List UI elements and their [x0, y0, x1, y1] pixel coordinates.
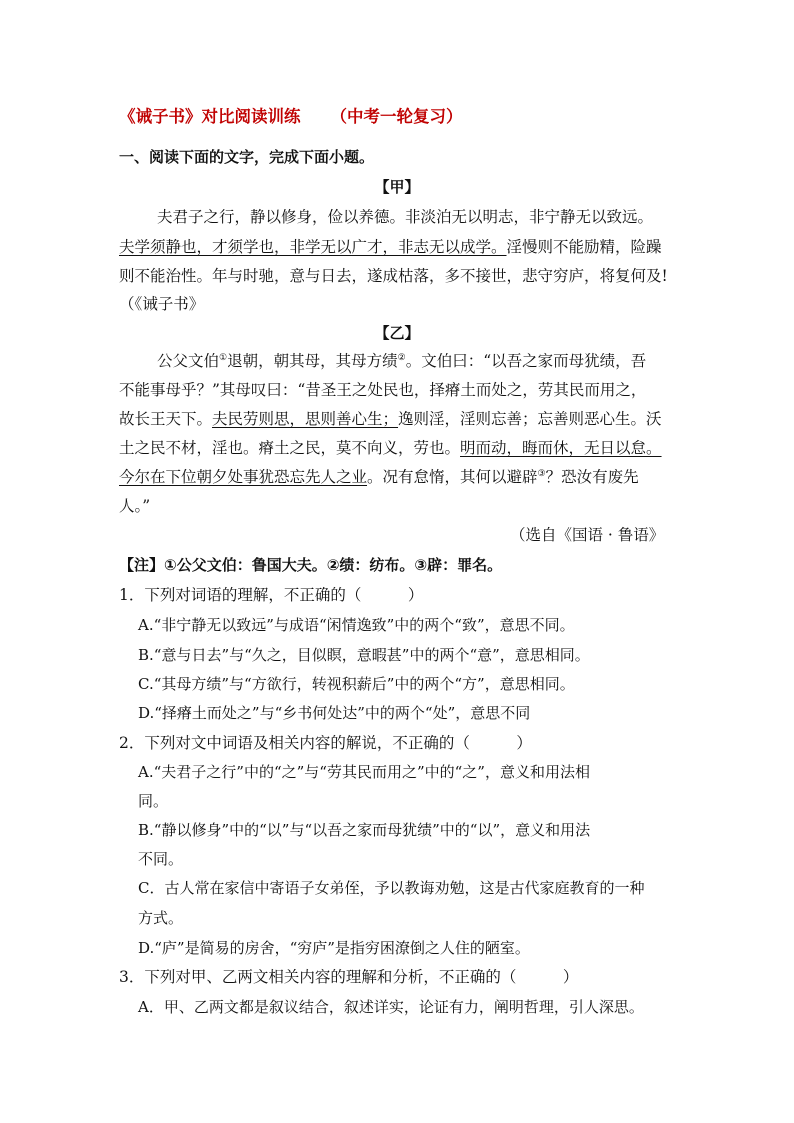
passage-yi-label: 【乙】 [374, 324, 420, 342]
yi-underlined-sentence-3: 今尔在下位朝夕处事犹恐忘先人之业 [119, 468, 368, 486]
question-2-option-a-cont: 同。 [138, 792, 169, 810]
question-1-option-a: A.“非宁静无以致远”与成语“闲情逸致”中的两个“致”，意思不同。 [138, 616, 575, 634]
footnote-marker-3: ③ [537, 468, 546, 479]
question-2-option-b: B.“静以修身”中的“以”与“以吾之家而母犹绩”中的“以”，意义和用法 [138, 821, 591, 839]
passage-jia-label: 【甲】 [374, 178, 420, 196]
title-subtitle: （中考一轮复习） [330, 107, 463, 126]
question-2-option-a: A.“夫君子之行”中的“之”与“劳其民而用之”中的“之”，意义和用法相 [138, 763, 590, 781]
yi-underlined-sentence-2: 明而动，晦而休，无日以怠。 [460, 439, 662, 457]
jia-underlined-sentence: 夫学须静也，才须学也，非学无以广才，非志无以成学。 [119, 238, 507, 256]
question-1-option-b: B.“意与日去”与“久之，目似瞑，意暇甚”中的两个“意”，意思相同。 [138, 646, 590, 664]
jia-line-3: 则不能治性。年与时驰，意与日去，遂成枯落，多不接世，悲守穷庐，将复何及! [119, 267, 668, 285]
section-heading: 一、阅读下面的文字，完成下面小题。 [119, 148, 375, 166]
question-2-option-b-cont: 不同。 [138, 850, 184, 868]
yi-line-1 [157, 350, 646, 372]
jia-line-2 [119, 236, 662, 258]
yi-line-5 [119, 466, 639, 488]
yi-text: 。文伯曰：“以吾之家而母犹绩，吾 [405, 352, 647, 370]
question-1-option-d: D.“择瘠土而处之”与“乡书何处达”中的两个“处”，意思不同 [138, 704, 531, 722]
annotation-note: 【注】①公父文伯：鲁国大夫。②绩：纺布。③辟：罪名。 [119, 556, 503, 574]
question-3-option-a: A．甲、乙两文都是叙议结合，叙述详实，论证有力，阐明哲理，引人深思。 [138, 998, 644, 1016]
jia-line-2-rest: 淫慢则不能励精，险躁 [506, 238, 662, 256]
question-2-option-d: D.“庐”是简易的房舍，“穷庐”是指穷困潦倒之人住的陋室。 [138, 939, 530, 957]
question-2-option-c: C．古人常在家信中寄语子女弟侄，予以教诲劝勉，这是古代家庭教育的一种 [138, 879, 645, 897]
jia-line-1: 夫君子之行，静以修身，俭以养德。非淡泊无以明志，非宁静无以致远。 [157, 208, 654, 226]
question-1-option-c: C.“其母方绩”与“方欲行，转视积薪后”中的两个“方”，意思相同。 [138, 675, 575, 693]
yi-line-2: 不能事母乎？”其母叹曰：“昔圣王之处民也，择瘠土而处之，劳其民而用之， [119, 381, 647, 399]
yi-text: 逸则淫，淫则忘善；忘善则恶心生。沃 [398, 410, 662, 428]
yi-text: 。况有怠惰，其何以避辟 [367, 468, 538, 486]
title-main: 《诫子书》对比阅读训练 [119, 107, 301, 126]
document-title [119, 106, 463, 128]
yi-text: 故长王天下。 [119, 410, 213, 428]
yi-line-4 [119, 437, 662, 459]
question-3-stem: 3．下列对甲、乙两文相关内容的理解和分析，不正确的（ ） [119, 968, 579, 986]
question-1-stem: 1．下列对词语的理解，不正确的（ ） [119, 586, 424, 604]
yi-line-6: 人。” [119, 497, 151, 515]
question-2-option-c-cont: 方式。 [138, 909, 184, 927]
jia-source: （《诫子书》 [119, 295, 205, 313]
yi-text: 土之民不材，淫也。瘠土之民，莫不向义，劳也。 [119, 439, 461, 457]
question-2-stem: 2．下列对文中词语及相关内容的解说，不正确的（ ） [119, 734, 532, 752]
yi-underlined-sentence-1: 夫民劳则思，思则善心生； [212, 410, 399, 428]
yi-text: 退朝，朝其母，其母方绩 [227, 352, 398, 370]
yi-text: ？恐汝有废先 [545, 468, 639, 486]
yi-line-3 [119, 408, 662, 430]
yi-text: 公父文伯 [157, 352, 220, 370]
footnote-marker-2: ② [397, 352, 406, 363]
yi-source: （选自《国语 · 鲁语》 [510, 526, 665, 544]
footnote-marker-1: ① [219, 352, 228, 363]
